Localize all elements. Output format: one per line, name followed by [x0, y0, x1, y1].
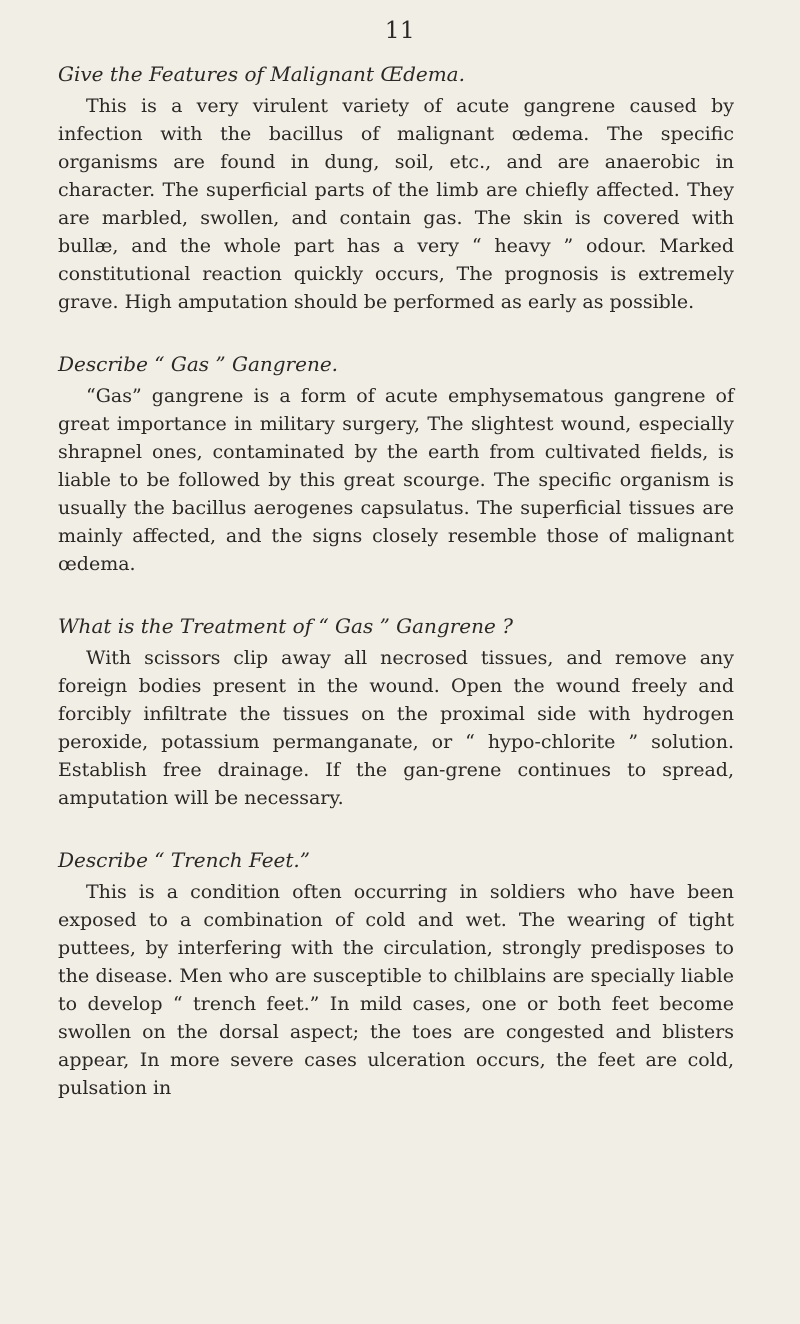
section-gas-gangrene-treatment — [58, 612, 734, 812]
section-heading: Give the Features of Malignant Œdema. — [58, 62, 465, 86]
section-body: This is a condition often occurring in soldiers who have been exposed to a combination of cold and wet. The wearing of tight puttees, by interfering with the circulation, strongly predisposes to the disease. Men who are susceptible to chilblains are specially liable to develop “ trench feet.” In mild cases, one or both feet become swollen on the dorsal aspect; the toes are congested and blisters appear, In more severe cases ulceration occurs, the feet are cold, pulsation in — [58, 881, 734, 1099]
page-content — [58, 60, 734, 1136]
section-heading: What is the Treatment of “ Gas ” Gangrene ? — [58, 614, 513, 638]
section-heading: Describe “ Gas ” Gangrene. — [58, 352, 339, 376]
section-body: With scissors clip away all necrosed tissues, and remove any foreign bodies present in the wound. Open the wound freely and forcibly infiltrate the tissues on the proximal side with hydrogen peroxide, potassium permanganate, or “ hypo-chlorite ” solution. Establish free drainage. If the gan-grene continues to spread, amputation will be necessary. — [58, 647, 734, 809]
section-trench-feet — [58, 846, 734, 1102]
section-body: This is a very virulent variety of acute gangrene caused by infection with the bacillus of malignant œdema. The specific organisms are found in dung, soil, etc., and are anaerobic in character. The superficial parts of the limb are chiefly affected. They are marbled, swollen, and contain gas. The skin is covered with bullæ, and the whole part has a very “ heavy ” odour. Marked constitutional reaction quickly occurs, The prognosis is extremely grave. High amputation should be performed as early as possible. — [58, 95, 734, 313]
section-body: “Gas” gangrene is a form of acute emphysematous gangrene of great importance in military surgery, The slightest wound, especially shrapnel ones, contaminated by the earth from cultivated fields, is liable to be followed by this great scourge. The specific organism is usually the bacillus aerogenes capsulatus. The superficial tissues are mainly affected, and the signs closely resemble those of malignant œdema. — [58, 385, 734, 575]
page-number: 11 — [384, 18, 416, 44]
section-malignant-oedema — [58, 60, 734, 316]
section-heading: Describe “ Trench Feet.” — [58, 848, 311, 872]
section-gas-gangrene — [58, 350, 734, 578]
